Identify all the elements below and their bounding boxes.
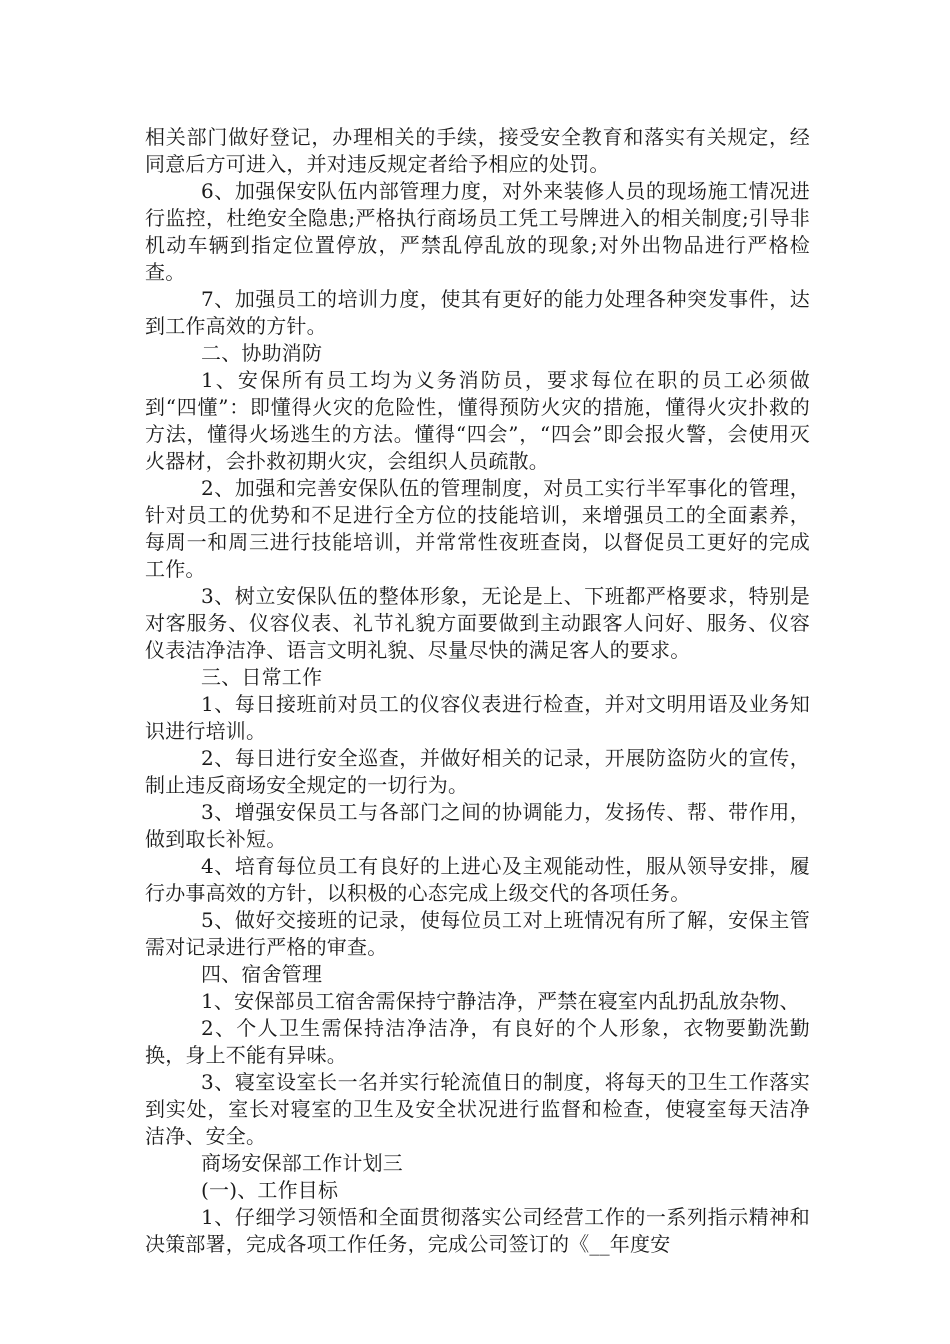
paragraph-20: 1、仔细学习领悟和全面贯彻落实公司经营工作的一系列指示精神和决策部署，完成各项工作任务，完成公司签订的《__年度安 <box>145 1205 810 1256</box>
section-heading-2: 二、协助消防 <box>201 341 323 365</box>
paragraph-16: 2、个人卫生需保持洁净洁净，有良好的个人形象，衣物要勤洗勤换，身上不能有异味。 <box>145 1016 810 1067</box>
paragraph-12: 4、培育每位员工有良好的上进心及主观能动性，服从领导安排，履行办事高效的方针，以积极的心态完成上级交代的各项任务。 <box>145 854 810 905</box>
paragraph-9: 1、每日接班前对员工的仪容仪表进行检查，并对文明用语及业务知识进行培训。 <box>145 692 810 743</box>
section-heading-3: 三、日常工作 <box>201 665 323 689</box>
paragraph-7: 3、树立安保队伍的整体形象，无论是上、下班都严格要求，特别是对客服务、仪容仪表、礼节礼貌方面要做到主动跟客人问好、服务、仪容仪表洁净洁净、语言文明礼貌、尽量尽快的满足客人的要求。 <box>145 584 810 662</box>
paragraph-3: 7、加强员工的培训力度，使其有更好的能力处理各种突发事件，达到工作高效的方针。 <box>145 287 810 338</box>
paragraph-11: 3、增强安保员工与各部门之间的协调能力，发扬传、帮、带作用，做到取长补短。 <box>145 800 810 851</box>
paragraph-10: 2、每日进行安全巡查，并做好相关的记录，开展防盗防火的宣传，制止违反商场安全规定的一切行为。 <box>145 746 810 797</box>
paragraph-2: 6、加强保安队伍内部管理力度，对外来装修人员的现场施工情况进行监控，杜绝安全隐患;严格执行商场员工凭工号牌进入的相关制度;引导非机动车辆到指定位置停放，严禁乱停乱放的现象;对外出物品进行严格检查。 <box>145 179 810 284</box>
subsection-heading: (一)、工作目标 <box>201 1178 339 1202</box>
paragraph-6: 2、加强和完善安保队伍的管理制度，对员工实行半军事化的管理，针对员工的优势和不足进行全方位的技能培训，来增强员工的全面素养，每周一和周三进行技能培训，并常常性夜班查岗，以督促员工更好的完成工作。 <box>145 476 810 581</box>
section-heading-4: 四、宿舍管理 <box>201 962 323 986</box>
paragraph-1: 相关部门做好登记，办理相关的手续，接受安全教育和落实有关规定，经同意后方可进入，并对违反规定者给予相应的处罚。 <box>145 125 810 176</box>
paragraph-15: 1、安保部员工宿舍需保持宁静洁净，严禁在寝室内乱扔乱放杂物、 <box>201 989 800 1013</box>
plan-title: 商场安保部工作计划三 <box>201 1151 403 1175</box>
paragraph-13: 5、做好交接班的记录，使每位员工对上班情况有所了解，安保主管需对记录进行严格的审查。 <box>145 908 810 959</box>
document-page <box>145 124 810 1258</box>
paragraph-5: 1、安保所有员工均为义务消防员，要求每位在职的员工必须做到“四懂”：即懂得火灾的危险性，懂得预防火灾的措施，懂得火灾扑救的方法，懂得火场逃生的方法。懂得“四会”，“四会”即会报火警，会使用灭火器材，会扑救初期火灾，会组织人员疏散。 <box>145 368 810 473</box>
paragraph-17: 3、寝室设室长一名并实行轮流值日的制度，将每天的卫生工作落实到实处，室长对寝室的卫生及安全状况进行监督和检查，使寝室每天洁净洁净、安全。 <box>145 1070 810 1148</box>
